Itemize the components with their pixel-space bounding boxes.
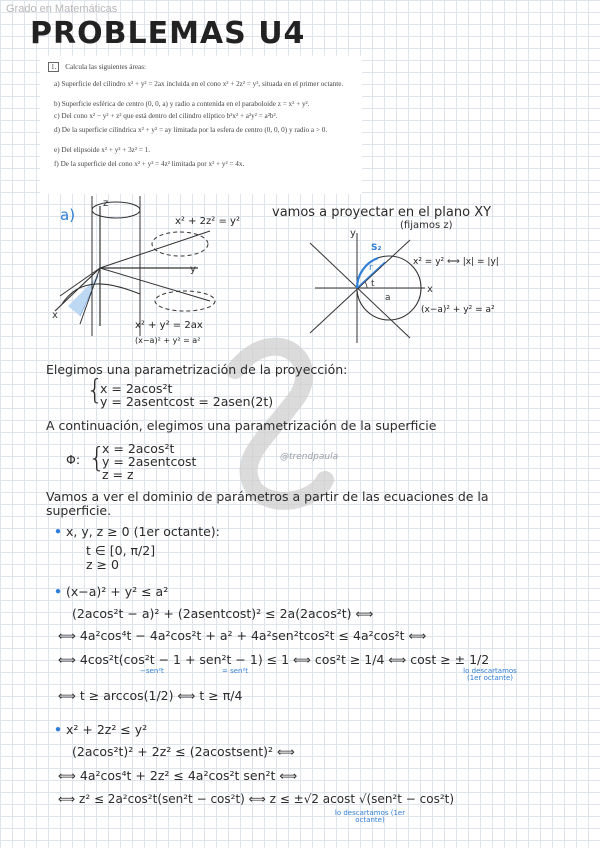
statement-item-d: d) De la superficie cilíndrica x² + y² = ay limitada por la esfera de centro (0, 0, 0) y radio a > 0.: [54, 126, 328, 134]
param-surf-title: A continuación, elegimos una parametrización de la superficie: [46, 418, 437, 433]
condition-1-head: x, y, z ≥ 0 (1er octante):: [65, 524, 220, 539]
param-proj-y: y = 2asentcost = 2asen(2t): [100, 394, 274, 409]
condition-2: [54, 584, 168, 599]
label-r: r: [369, 263, 373, 273]
projection-title: vamos a proyectar en el plano XY: [272, 205, 492, 220]
proj-axis-y: y: [350, 228, 356, 239]
statement-heading: [48, 62, 146, 72]
statement-item-f: f) De la superficie del cono x² + y² = 4z² limitada por x² + y² = 4x.: [54, 160, 245, 168]
axis-z-label: z: [103, 198, 109, 209]
cone-equation: x² + 2z² = y²: [175, 216, 240, 227]
condition-2-line-2: ⟺ 4a²cos⁴t − 4a²cos²t + a² + 4a²sen²tcos²t ≤ 4a²cos²t ⟺: [58, 628, 427, 643]
condition-3: [54, 722, 147, 737]
label-a: a: [385, 293, 391, 303]
condition-3-line-1: (2acos²t)² + 2z² ≤ (2acostsent)² ⟺: [72, 744, 295, 759]
condition-3-line-2: ⟺ 4a²cos⁴t + 2z² ≤ 4a²cos²t sen²t ⟺: [58, 768, 298, 783]
param-proj-x: x = 2acos²t: [100, 381, 173, 396]
cylinder-equation: x² + y² = 2ax: [135, 320, 203, 331]
statement-item-a: a) Superficie del cilindro x² + y² = 2ax incluida en el cono x² + 2z² = y², situada en el primer octante.: [54, 80, 344, 88]
circle-equation: (x−a)² + y² = a²: [421, 305, 495, 315]
condition-1-result: [86, 544, 155, 572]
condition-3-line-3: ⟺ z² ≤ 2a²cos²t(sen²t − cos²t) ⟺ z ≤ ±√2 acost √(sen²t − cos²t): [58, 792, 455, 806]
condition-3-head: x² + 2z² ≤ y²: [65, 722, 148, 737]
statement-item-e: e) Del elipsoide x² + y² + 3z² = 1.: [54, 146, 151, 154]
condition-1: [54, 524, 220, 539]
statement-heading-text: Calcula las siguientes áreas:: [65, 63, 147, 71]
condition-2-line-1: (2acos²t − a)² + (2asentcost)² ≤ 2a(2acos²t) ⟺: [72, 606, 374, 621]
param-surf-z: z = z: [102, 467, 134, 482]
condition-2-head: (x−a)² + y² ≤ a²: [65, 584, 169, 599]
axis-y-label: y: [190, 264, 196, 275]
watermark: Grado en Matemáticas: [6, 3, 118, 15]
param-proj-title: Elegimos una parametrización de la proyección:: [46, 362, 348, 377]
label-t: t: [371, 279, 375, 289]
problem-statement: [40, 56, 362, 194]
bullet: •: [54, 524, 62, 539]
condition-1-t-range: t ∈ [0, π/2]: [86, 543, 156, 558]
projection-subtitle: (fijamos z): [400, 220, 453, 231]
statement-item-c: c) Del cono x² − y² + z² que está dentro del cilindro elíptico b²x² + a²y² = a²b².: [54, 112, 278, 120]
phi-label: Φ:: [66, 452, 81, 467]
condition-2-line-3: ⟺ 4cos²t(cos²t − 1 + sen²t − 1) ≤ 1 ⟺ cos²t ≥ 1/4 ⟺ cost ≥ ± 1/2: [58, 652, 490, 667]
cylinder-equation-alt: (x−a)² + y² = a²: [135, 336, 201, 345]
condition-2-line-4: ⟺ t ≥ arccos(1/2) ⟺ t ≥ π/4: [58, 688, 243, 703]
label-s2: S₂: [371, 243, 382, 253]
proj-axis-x: x: [427, 284, 433, 295]
problem-number: 1.: [48, 62, 59, 72]
figure-projection: [305, 228, 555, 348]
axis-x-label: x: [52, 310, 58, 321]
note-sin: = sen²t: [222, 667, 249, 675]
note-minus-sin: −sen²t: [140, 667, 164, 675]
figure-cylinder-cone: [40, 196, 260, 346]
param-surf-x: x = 2acos²t: [102, 441, 175, 456]
note-discard-1: lo descartamos (1er octante): [463, 667, 517, 682]
statement-item-b: b) Superficie esférica de centro (0, 0, a) y radio a contenida en el paraboloide z = x² + y².: [54, 100, 310, 108]
domain-title: Vamos a ver el dominio de parámetros a partir de las ecuaciones de la superficie.: [46, 489, 489, 518]
credit-text: @trendpaula: [280, 452, 339, 462]
bullet: •: [54, 722, 62, 737]
condition-1-z-range: z ≥ 0: [86, 557, 119, 572]
bullet: •: [54, 584, 62, 599]
part-label: a): [60, 206, 76, 224]
param-surf-y: y = 2asentcost: [102, 454, 197, 469]
page-title: PROBLEMAS U4: [30, 16, 306, 51]
lines-equation: x² = y² ⟺ |x| = |y|: [413, 257, 499, 267]
note-discard-2: lo descartamos (1er octante): [334, 809, 406, 824]
